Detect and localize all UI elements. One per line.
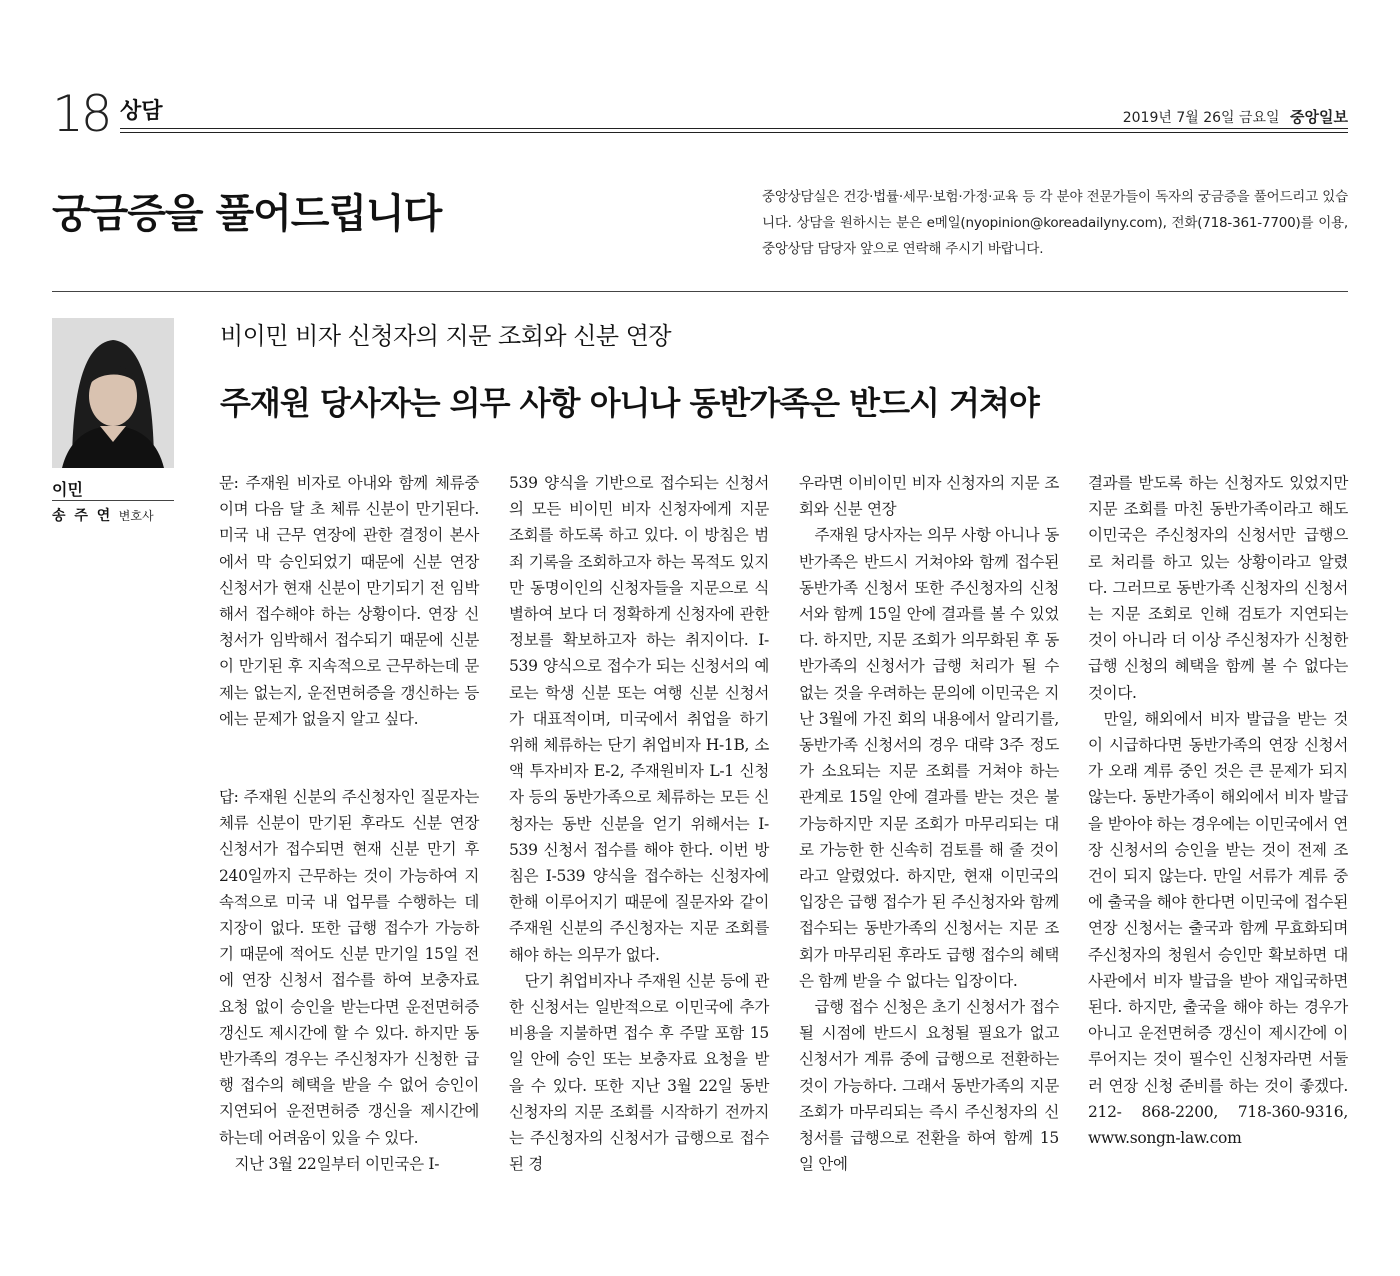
- author-role: 변호사: [118, 509, 154, 523]
- body-paragraph: 만일, 해외에서 비자 발급을 받는 것이 시급하다면 동반가족의 연장 신청서가 오래 계류 중인 것은 큰 문제가 되지 않는다. 동반가족이 해외에서 비자 발급을 받아야 하는 경우에는 이민국에서 연장 신청서의 승인을 받는 것이 전제 조건이 되지 않는다. 만일 서류가 계류 중에 출국을 해야 한다면 이민국에 접수된 연장 신청서는 출국과 함께 무효화되며 주신청자의 청원서 승인만 확보하면 대사관에서 비자 발급을 받아 재입국하면 된다. 하지만, 출국을 해야 하는 경우가 아니고 운전면허증 갱신이 제시간에 이루어지는 것이 필수인 신청자라면 서둘러 연장 신청 준비를 하는 것이 좋겠다. 212- 868-2200, 718-360-9316, www.songn-law.com: [1088, 709, 1348, 1148]
- body-paragraph: 결과를 받도록 하는 신청자도 있었지만 지문 조회를 마친 동반가족이라고 해도 이민국은 주신청자의 신청서만 급행으로 처리를 하고 있는 상황이라고 알렸다. 그러므로 동반가족 신청자의 신청서는 지문 조회로 인해 검토가 지연되는 것이 아니라 더 이상 주신청자가 신청한 급행 신청의 혜택을 함께 볼 수 없다는 것이다.: [1088, 474, 1348, 702]
- header-rule: [120, 128, 1348, 129]
- column-description: 중앙상담실은 건강·법률·세무·보험·가정·교육 등 각 분야 전문가들이 독자의 궁금증을 풀어드리고 있습니다. 상담을 원하시는 분은 e메일(nyopinion@koreadailyny.com), 전화(718-361-7700)를 이용, 중앙상담 담당자 앞으로 연락해 주시기 바랍니다.: [762, 189, 1348, 257]
- article-column-4: [1088, 470, 1348, 1151]
- paragraph-gap: [219, 732, 479, 784]
- header-rule-secondary: [120, 132, 1348, 133]
- article-column-1: [219, 470, 479, 1177]
- author-byline: [52, 505, 154, 525]
- section-title: 상담: [120, 99, 163, 124]
- body-paragraph: 단기 취업비자나 주재원 신분 등에 관한 신청서는 일반적으로 이민국에 추가 비용을 지불하면 접수 후 주말 포함 15일 안에 승인 또는 보충자료 요청을 받을 수 있다. 또한 지난 3월 22일 동반 신청자의 지문 조회를 시작하기 전까지는 주신청자의 신청서가 급행으로 접수된 경: [509, 971, 769, 1174]
- column-title: 궁금증을 풀어드립니다: [52, 191, 442, 237]
- body-paragraph: 우라면 이비이민 비자 신청자의 지문 조회와 신분 연장: [799, 474, 1059, 519]
- answer-paragraph: 답: 주재원 신분의 주신청자인 질문자는 체류 신분이 만기된 후라도 신분 연장 신청서가 접수되면 현재 신분 만기 후 240일까지 근무하는 것이 가능하여 지속적으로 미국 내 업무를 수행하는 데 지장이 없다. 또한 급행 접수가 가능하기 때문에 적어도 신분 만기일 15일 전에 연장 신청서 접수를 하여 보충자료 요청 없이 승인을 받는다면 운전면허증 갱신도 제시간에 할 수 있다. 하지만 동반가족의 경우는 주신청자가 신청한 급행 접수의 혜택을 받을 수 없어 승인이 지연되어 운전면허증 갱신을 제시간에 하는데 어려움이 있을 수 있다.: [219, 788, 479, 1147]
- question-paragraph: 문: 주재원 비자로 아내와 함께 체류중이며 다음 달 초 체류 신분이 만기된다. 미국 내 근무 연장에 관한 결정이 본사에서 막 승인되었기 때문에 신분 연장 신청서가 현재 신분이 만기되기 전 임박해서 접수해야 하는 상황이다. 연장 신청서가 임박해서 접수되기 때문에 신분이 만기된 후 지속적으로 근무하는데 문제는 없는지, 운전면허증을 갱신하는 등에는 문제가 없을지 알고 싶다.: [219, 474, 479, 728]
- article-subhead: 비이민 비자 신청자의 지문 조회와 신분 연장: [220, 322, 672, 350]
- author-photo: [52, 318, 174, 468]
- body-paragraph: 539 양식을 기반으로 접수되는 신청서의 모든 비이민 비자 신청자에게 지문 조회를 하도록 하고 있다. 이 방침은 범죄 기록을 조회하고자 하는 목적도 있지만 동명이인의 신청자들을 지문으로 식별하여 보다 더 정확하게 신청자에 관한 정보를 확보하고자 하는 취지이다. I-539 양식으로 접수가 되는 신청서의 예로는 학생 신분 또는 여행 신분 신청서가 대표적이며, 미국에서 취업을 하기 위해 체류하는 단기 취업비자 H-1B, 소액 투자비자 E-2, 주재원비자 L-1 신청자 등의 동반가족으로 체류하는 모든 신청자는 동반 신분을 얻기 위해서는 I-539 신청서 접수를 해야 한다. 이번 방침은 I-539 양식을 접수하는 신청자에 한해 이루어지기 때문에 질문자와 같이 주재원 신분의 주신청자는 지문 조회를 해야 하는 의무가 없다.: [509, 474, 769, 964]
- date-line: [1123, 106, 1348, 127]
- author-portrait-icon: [52, 318, 174, 468]
- article-column-2: [509, 470, 769, 1177]
- author-name: 송 주 연: [52, 508, 113, 524]
- page-header: [52, 85, 1348, 143]
- section-divider: [52, 291, 1348, 292]
- page-number: 18: [52, 85, 110, 143]
- paper-name: 중앙일보: [1290, 108, 1348, 126]
- body-paragraph: 급행 접수 신청은 초기 신청서가 접수될 시점에 반드시 요청될 필요가 없고 신청서가 계류 중에 급행으로 전환하는 것이 가능하다. 그래서 동반가족의 지문 조회가 마무리되는 즉시 주신청자의 신청서를 급행으로 전환을 하여 함께 15일 안에: [799, 998, 1059, 1174]
- issue-date: 2019년 7월 26일 금요일: [1122, 110, 1280, 126]
- body-paragraph: 지난 3월 22일부터 이민국은 I-: [234, 1154, 440, 1173]
- author-category: 이민: [52, 480, 83, 499]
- article-headline: 주재원 당사자는 의무 사항 아니나 동반가족은 반드시 거쳐야: [220, 384, 1039, 422]
- article-column-3: [799, 470, 1059, 1177]
- author-rule: [52, 500, 174, 501]
- body-paragraph: 주재원 당사자는 의무 사항 아니나 동반가족은 반드시 거쳐야와 함께 접수된 동반가족 신청서 또한 주신청자의 신청서와 함께 15일 안에 결과를 볼 수 있었다. 하지만, 지문 조회가 의무화된 후 동반가족의 신청서가 급행 처리가 될 수 없는 것을 우려하는 문의에 이민국은 지난 3월에 가진 회의 내용에서 알리기를, 동반가족 신청서의 경우 대략 3주 정도가 소요되는 지문 조회를 거쳐야 하는 관계로 15일 안에 결과를 받는 것은 불가능하지만 지문 조회가 마무리되는 대로 가능한 한 신속히 검토를 해 줄 것이라고 알렸었다. 하지만, 현재 이민국의 입장은 급행 접수가 된 주신청자와 함께 접수되는 동반가족의 신청서는 지문 조회가 마무리된 후라도 급행 접수의 혜택은 함께 받을 수 없다는 입장이다.: [799, 526, 1059, 990]
